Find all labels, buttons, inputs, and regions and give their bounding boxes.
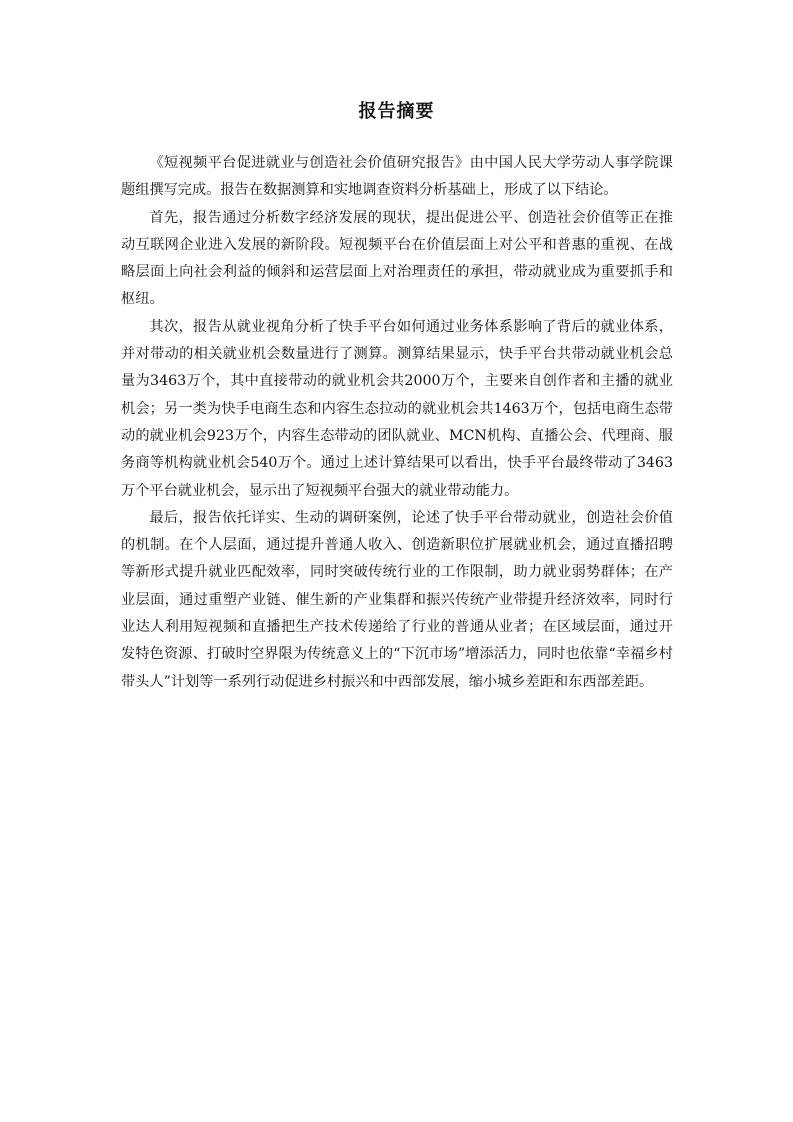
paragraph-first: 首先，报告通过分析数字经济发展的现状，提出促进公平、创造社会价值等正在推动互联网企业进入发展的新阶段。短视频平台在价值层面上对公平和普惠的重视、在战略层面上向社会利益的倾斜和运营层面上对治理责任的承担，带动就业成为重要抓手和枢纽。: [121, 209, 673, 308]
paragraph-second: 其次，报告从就业视角分析了快手平台如何通过业务体系影响了背后的就业体系，并对带动的相关就业机会数量进行了测算。测算结果显示，快手平台共带动就业机会总量为3463万个，其中直接带动的就业机会共2000万个，主要来自创作者和主播的就业机会；另一类为快手电商生态和内容生态拉动的就业机会共1463万个，包括电商生态带动的就业机会923万个，内容生态带动的团队就业、MCN机构、直播公会、代理商、服务商等机构就业机会540万个。通过上述计算结果可以看出，快手平台最终带动了3463万个平台就业机会，显示出了短视频平台强大的就业带动能力。: [121, 318, 673, 499]
page-title: 报告摘要: [358, 101, 435, 122]
paragraph-last: 最后，报告依托详实、生动的调研案例，论述了快手平台带动就业，创造社会价值的机制。在个人层面，通过提升普通人收入、创造新职位扩展就业机会，通过直播招聘等新形式提升就业匹配效率，同时突破传统行业的工作限制，助力就业弱势群体；在产业层面，通过重塑产业链、催生新的产业集群和振兴传统产业带提升经济效率，同时行业达人利用短视频和直播把生产技术传递给了行业的普通从业者；在区域层面，通过开发特色资源、打破时空界限为传统意义上的“下沉市场”增添活力，同时也依靠“幸福乡村带头人”计划等一系列行动促进乡村振兴和中西部发展，缩小城乡差距和东西部差距。: [121, 509, 673, 690]
document-body: [121, 150, 673, 696]
paragraph-intro: 《短视频平台促进就业与创造社会价值研究报告》由中国人民大学劳动人事学院课题组撰写完成。报告在数据测算和实地调查资料分析基础上，形成了以下结论。: [121, 155, 673, 199]
